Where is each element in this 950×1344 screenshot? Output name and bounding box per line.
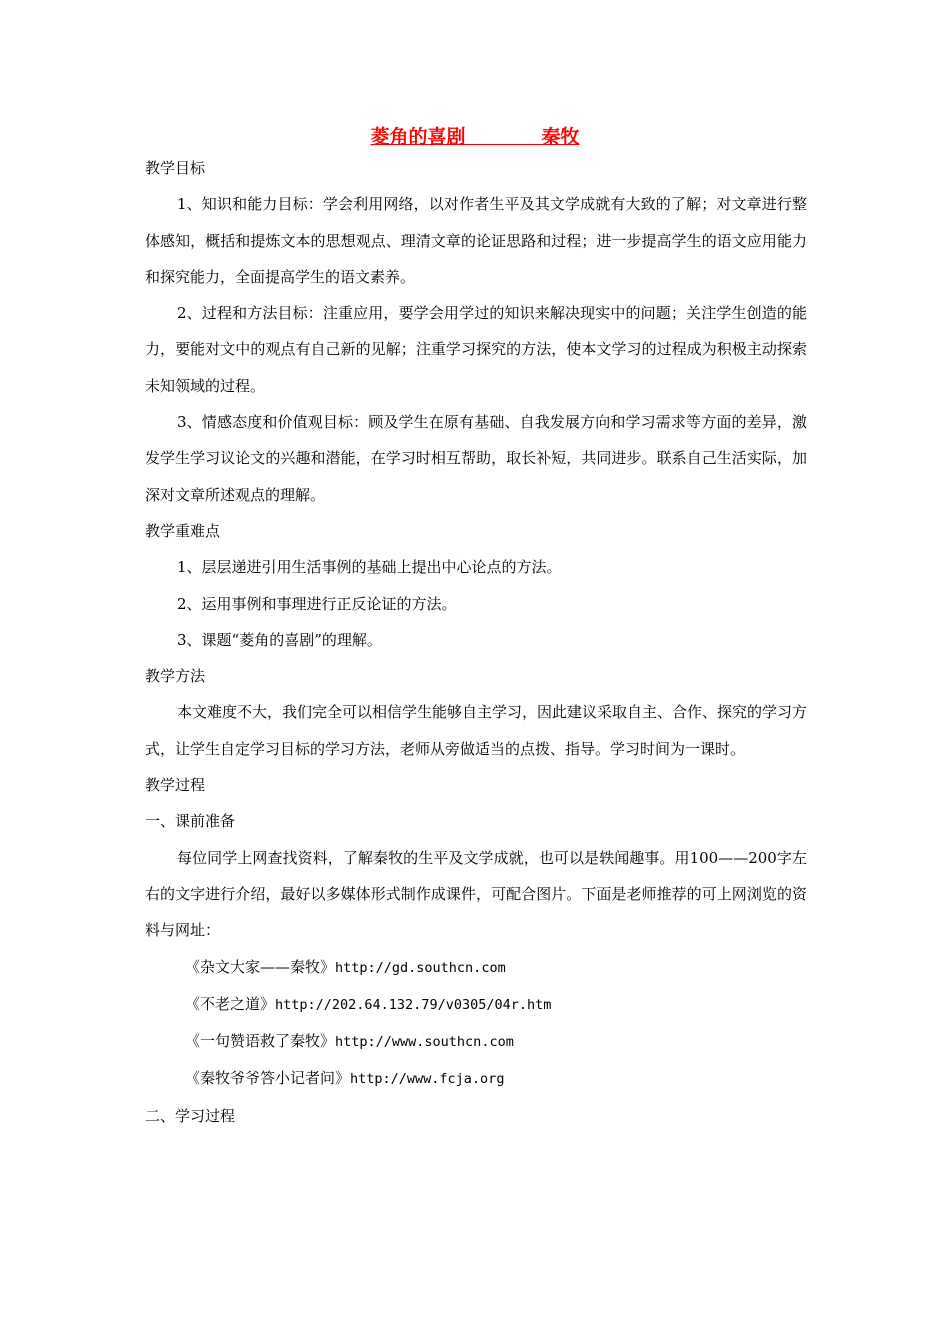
key-2: 2、运用事例和事理进行正反论证的方法。 <box>177 594 457 613</box>
resource-link-2 <box>145 986 807 1023</box>
resource-url[interactable]: http://202.64.132.79/v0305/04r.htm <box>275 996 552 1013</box>
resource-link-3 <box>145 1023 807 1060</box>
prep-text: 每位同学上网查找资料，了解秦牧的生平及文学成就，也可以是轶闻趣事。用100——200字左右的文字进行介绍，最好以多媒体形式制作成课件，可配合图片。下面是老师推荐的可上网浏览的资料与网址： <box>145 848 807 940</box>
method-heading: 教学方法 <box>145 667 206 686</box>
resource-url[interactable]: http://gd.southcn.com <box>335 959 506 976</box>
resource-name: 《秦牧爷爷答小记者问》 <box>185 1069 351 1088</box>
goal-3: 3、情感态度和价值观目标：顾及学生在原有基础、自我发展方向和学习需求等方面的差异，激发学生学习议论文的兴趣和潜能，在学习时相互帮助，取长补短，共同进步。联系自己生活实际，加深对文章所述观点的理解。 <box>145 413 807 504</box>
process-heading: 教学过程 <box>145 776 206 795</box>
key-heading: 教学重难点 <box>145 521 221 540</box>
document-body <box>145 150 807 1134</box>
resource-name: 《杂文大家——秦牧》 <box>185 957 336 976</box>
resource-name: 《不老之道》 <box>185 994 276 1013</box>
resource-name: 《一句赞语救了秦牧》 <box>185 1032 336 1051</box>
resource-url[interactable]: http://www.southcn.com <box>335 1034 514 1051</box>
method-text: 本文难度不大，我们完全可以相信学生能够自主学习，因此建议采取自主、合作、探究的学习方式，让学生自定学习目标的学习方法，老师从旁做适当的点拨、指导。学习时间为一课时。 <box>145 703 808 758</box>
study-heading: 二、学习过程 <box>145 1106 236 1125</box>
resource-url[interactable]: http://www.fcja.org <box>350 1071 505 1088</box>
resource-link-1 <box>145 949 807 986</box>
resource-link-4 <box>145 1060 807 1097</box>
page-title: 菱角的喜剧 秦牧 <box>370 126 580 148</box>
goals-heading: 教学目标 <box>145 159 206 177</box>
goal-1: 1、知识和能力目标：学会利用网络，以对作者生平及其文学成就有大致的了解；对文章进行整体感知，概括和提炼文本的思想观点、理清文章的论证思路和过程；进一步提高学生的语文应用能力和探究能力，全面提高学生的语文素养。 <box>145 195 807 286</box>
key-3: 3、课题“菱角的喜剧”的理解。 <box>177 630 382 649</box>
key-1: 1、层层递进引用生活事例的基础上提出中心论点的方法。 <box>177 558 562 577</box>
prep-heading: 一、课前准备 <box>145 812 236 831</box>
goal-2: 2、过程和方法目标：注重应用，要学会用学过的知识来解决现实中的问题；关注学生创造的能力，要能对文中的观点有自己新的见解；注重学习探究的方法，使本文学习的过程成为积极主动探索未知领域的过程。 <box>145 304 807 395</box>
